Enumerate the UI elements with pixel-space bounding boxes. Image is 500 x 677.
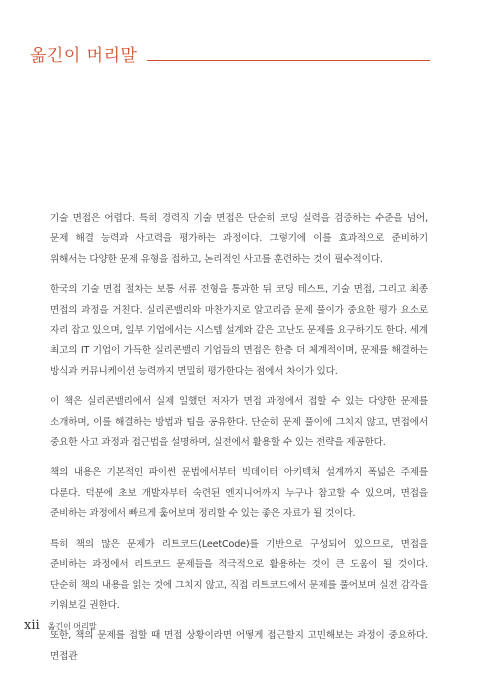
paragraph: 한국의 기술 면접 절차는 보통 서류 전형을 통과한 뒤 코딩 테스트, 기술 면접, 그리고 최종 면접의 과정을 거친다. 실리콘밸리와 마찬가지로 알고리즘 문제 풀이가 중요한 평가 요소로 자리 잡고 있으며, 일부 기업에서는 시스템 설계와 같은 고난도 문제를 요구하기도 한다. 세계 최고의 IT 기업이 가득한 실리콘밸리 기업들의 면접은 한층 더 체계적이며, 문제를 해결하는 방식과 커뮤니케이션 능력까지 면밀히 평가한다는 점에서 차이가 있다. [50, 284, 428, 377]
title-rule [147, 60, 430, 61]
chapter-title: 옮긴이 머리말 [30, 46, 138, 66]
paragraph: 특히 책의 많은 문제가 리트코드(LeetCode)를 기반으로 구성되어 있으므로, 면접을 준비하는 과정에서 리트코드 문제들을 적극적으로 활용하는 것이 큰 도움이 될 것이다. 단순히 책의 내용을 읽는 것에 그치지 않고, 직접 리트코드에서 문제를 풀어보며 실전 감각을 키워보길 권한다. [50, 538, 428, 611]
running-title: 옮긴이 머리말 [47, 622, 97, 631]
page-footer [24, 618, 97, 633]
paragraph: 또한, 책의 문제를 접할 때 면접 상황이라면 어떻게 접근할지 고민해보는 과정이 중요하다. 면접관 [50, 630, 428, 662]
paragraph: 이 책은 실리콘밸리에서 실제 일했던 저자가 면접 과정에서 접할 수 있는 다양한 문제를 소개하며, 이를 해결하는 방법과 팁을 공유한다. 단순히 문제 풀이에 그치지 않고, 면접에서 중요한 사고 과정과 접근법을 설명하며, 실전에서 활용할 수 있는 전략을 제공한다. [50, 396, 428, 449]
page-number: xii [24, 618, 40, 633]
chapter-header [30, 40, 430, 66]
paragraph: 책의 내용은 기본적인 파이썬 문법에서부터 빅데이터 아키텍처 설계까지 폭넓은 주제를 다룬다. 덕분에 초보 개발자부터 숙련된 엔지니어까지 누구나 참고할 수 있으며, 면접을 준비하는 과정에서 빠르게 훑어보며 정리할 수 있는 좋은 자료가 될 것이다. [50, 467, 428, 520]
paragraph: 기술 면접은 어렵다. 특히 경력직 기술 면접은 단순히 코딩 실력을 검증하는 수준을 넘어, 문제 해결 능력과 사고력을 평가하는 과정이다. 그렇기에 이를 효과적으로 준비하기 위해서는 다양한 문제 유형을 접하고, 논리적인 사고를 훈련하는 것이 필수적이다. [50, 213, 428, 265]
body-text [47, 209, 428, 677]
